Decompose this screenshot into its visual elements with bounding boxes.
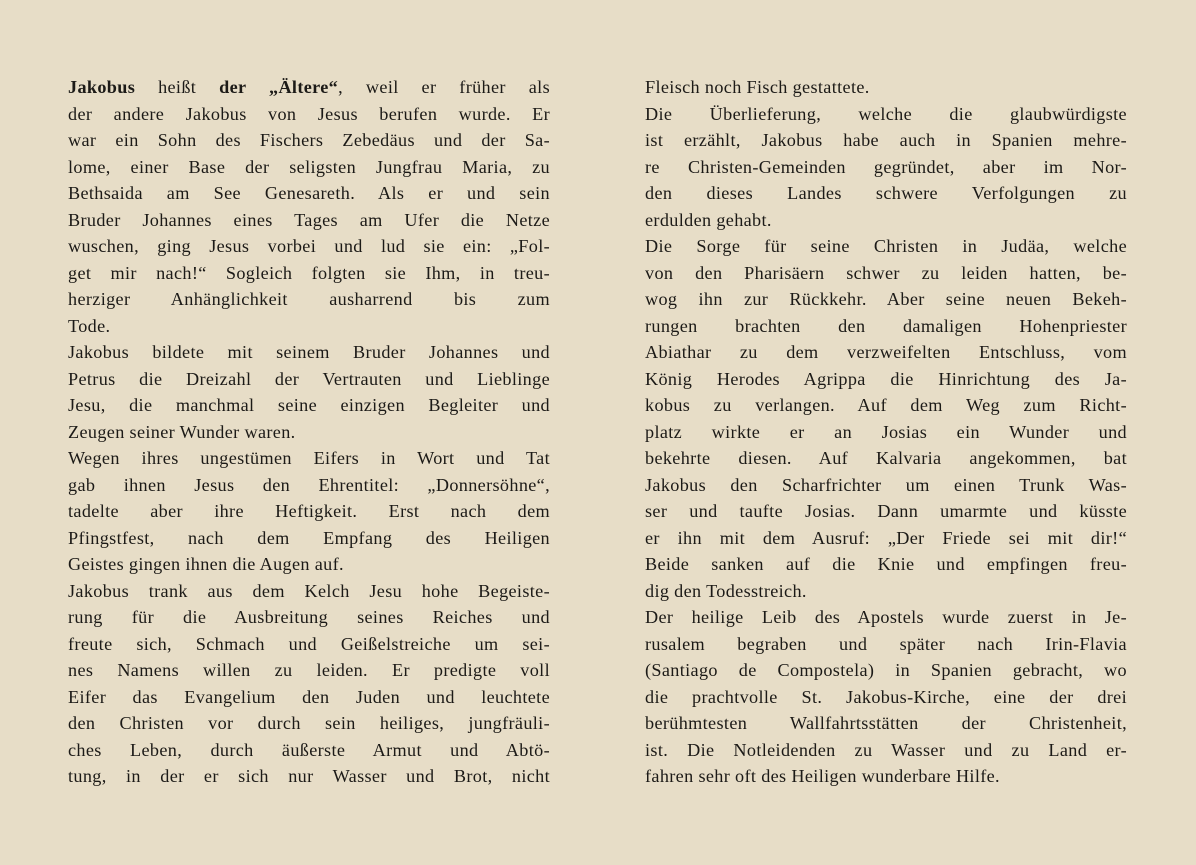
text-line — [645, 154, 1127, 181]
text-segment: rung für die Ausbreitung seines Reiches und — [68, 607, 550, 627]
text-segment: von den Pharisäern schwer zu leiden hatten, be- — [645, 262, 1127, 283]
text-line — [68, 286, 550, 313]
text-line — [68, 101, 550, 128]
text-segment: rungen brachten den damaligen Hohenpriester — [645, 315, 1127, 336]
text-line — [68, 392, 550, 419]
text-line — [645, 74, 1127, 101]
text-line — [645, 684, 1127, 711]
text-line — [645, 127, 1127, 154]
text-line — [645, 101, 1127, 128]
text-segment: get mir nach!“ Sogleich folgten sie Ihm, in treu- — [68, 262, 550, 283]
text-line — [645, 207, 1127, 234]
text-line — [68, 339, 550, 366]
text-line — [68, 260, 550, 287]
text-segment: Abiathar zu dem verzweifelten Entschluss, vom — [645, 342, 1127, 362]
text-segment: Der heilige Leib des Apostels wurde zuerst in Je- — [645, 607, 1127, 627]
text-line — [68, 710, 550, 737]
text-line — [68, 207, 550, 234]
text-segment: platz wirkte er an Josias ein Wunder und — [645, 421, 1127, 442]
text-segment: Pfingstfest, nach dem Empfang des Heiligen — [68, 527, 550, 548]
text-segment: die prachtvolle St. Jakobus-Kirche, eine der drei — [645, 686, 1127, 707]
text-line — [68, 472, 550, 499]
text-segment: Wegen ihres ungestümen Eifers in Wort und Tat — [68, 448, 550, 468]
text-line — [68, 498, 550, 525]
left-page-text-column — [68, 74, 550, 790]
text-segment: war ein Sohn des Fischers Zebedäus und der Sa- — [68, 130, 550, 150]
text-segment: Bruder Johannes eines Tages am Ufer die Netze — [68, 209, 550, 230]
text-segment: berühmtesten Wallfahrtsstätten der Christenheit, — [645, 713, 1127, 733]
text-line — [645, 366, 1127, 393]
text-segment: wuschen, ging Jesus vorbei und lud sie ein: „Fol- — [68, 236, 550, 256]
text-line — [645, 551, 1127, 578]
text-segment: Fleisch noch Fisch gestattete. — [645, 77, 870, 97]
text-segment: Eifer das Evangelium den Juden und leuchtete — [68, 686, 550, 707]
text-line — [68, 551, 550, 578]
text-segment: Beide sanken auf die Knie und empfingen freu- — [645, 554, 1127, 574]
text-segment: Die Sorge für seine Christen in Judäa, welche — [645, 236, 1127, 256]
text-segment: tung, in der er sich nur Wasser und Brot, nicht — [68, 766, 550, 786]
text-line — [68, 313, 550, 340]
text-segment: , weil er früher als — [338, 77, 550, 97]
text-line — [68, 419, 550, 446]
text-line — [645, 525, 1127, 552]
text-line — [68, 74, 550, 101]
text-line — [68, 604, 550, 631]
text-segment: nes Namens willen zu leiden. Er predigte voll — [68, 660, 550, 680]
text-segment: Jakobus bildete mit seinem Bruder Johannes und — [68, 342, 550, 362]
text-line — [645, 578, 1127, 605]
text-line — [68, 631, 550, 658]
text-line — [645, 737, 1127, 764]
text-segment: kobus zu verlangen. Auf dem Weg zum Richt- — [645, 395, 1127, 415]
text-segment: wog ihn zur Rückkehr. Aber seine neuen Bekeh- — [645, 289, 1127, 309]
text-line — [68, 127, 550, 154]
text-segment: den Christen vor durch sein heiliges, jungfräuli- — [68, 713, 550, 733]
text-line — [645, 604, 1127, 631]
text-segment: (Santiago de Compostela) in Spanien gebracht, wo — [645, 660, 1127, 680]
text-line — [68, 233, 550, 260]
text-segment: Zeugen seiner Wunder waren. — [68, 421, 296, 442]
text-segment: lome, einer Base der seligsten Jungfrau Maria, zu — [68, 156, 550, 177]
text-line — [68, 684, 550, 711]
text-line — [68, 763, 550, 790]
text-segment: re Christen-Gemeinden gegründet, aber im Nor- — [645, 156, 1127, 177]
text-segment: Die Überlieferung, welche die glaubwürdigste — [645, 103, 1127, 124]
text-line — [645, 286, 1127, 313]
text-line — [645, 498, 1127, 525]
text-line — [645, 657, 1127, 684]
text-line — [68, 180, 550, 207]
text-segment: Bethsaida am See Genesareth. Als er und sein — [68, 183, 550, 203]
text-segment: bekehrte diesen. Auf Kalvaria angekommen, bat — [645, 448, 1127, 468]
text-line — [645, 419, 1127, 446]
text-segment: er ihn mit dem Ausruf: „Der Friede sei mit dir!“ — [645, 527, 1127, 548]
text-segment: fahren sehr oft des Heiligen wunderbare Hilfe. — [645, 766, 1000, 786]
text-segment: tadelte aber ihre Heftigkeit. Erst nach dem — [68, 501, 550, 521]
text-line — [645, 339, 1127, 366]
text-line — [68, 737, 550, 764]
right-page-text-column — [645, 74, 1127, 790]
text-segment: ches Leben, durch äußerste Armut und Abtö- — [68, 739, 550, 760]
text-segment: Jakobus trank aus dem Kelch Jesu hohe Begeiste- — [68, 580, 550, 601]
text-line — [68, 657, 550, 684]
text-line — [645, 472, 1127, 499]
text-segment: König Herodes Agrippa die Hinrichtung des Ja- — [645, 368, 1127, 389]
bold-text-segment: der „Ältere“ — [219, 77, 339, 97]
text-line — [645, 260, 1127, 287]
text-line — [645, 710, 1127, 737]
text-line — [645, 631, 1127, 658]
text-line — [645, 233, 1127, 260]
text-segment: freute sich, Schmach und Geißelstreiche um sei- — [68, 633, 550, 654]
text-segment: herziger Anhänglichkeit ausharrend bis zum — [68, 289, 550, 309]
text-line — [645, 392, 1127, 419]
text-segment: der andere Jakobus von Jesus berufen wurde. Er — [68, 103, 550, 124]
text-line — [645, 313, 1127, 340]
text-line — [645, 180, 1127, 207]
text-line — [68, 366, 550, 393]
text-segment: heißt — [135, 77, 220, 97]
text-segment: ist. Die Notleidenden zu Wasser und zu Land er- — [645, 739, 1127, 760]
text-segment: ist erzählt, Jakobus habe auch in Spanien mehre- — [645, 130, 1127, 150]
text-segment: Petrus die Dreizahl der Vertrauten und Lieblinge — [68, 368, 550, 389]
text-line — [68, 525, 550, 552]
text-segment: Jesu, die manchmal seine einzigen Begleiter und — [68, 395, 550, 415]
text-line — [645, 445, 1127, 472]
text-segment: ser und taufte Josias. Dann umarmte und küsste — [645, 501, 1127, 521]
text-segment: rusalem begraben und später nach Irin-Flavia — [645, 633, 1127, 654]
text-line — [68, 578, 550, 605]
text-segment: den dieses Landes schwere Verfolgungen zu — [645, 183, 1127, 203]
text-line — [68, 154, 550, 181]
text-segment: Geistes gingen ihnen die Augen auf. — [68, 554, 344, 574]
text-segment: gab ihnen Jesus den Ehrentitel: „Donnersöhne“, — [68, 474, 550, 495]
bold-text-segment: Jakobus — [68, 77, 136, 97]
text-line — [68, 445, 550, 472]
text-segment: dig den Todesstreich. — [645, 580, 807, 601]
text-segment: Tode. — [68, 315, 111, 336]
text-segment: Jakobus den Scharfrichter um einen Trunk Was- — [645, 474, 1127, 495]
text-line — [645, 763, 1127, 790]
text-segment: erdulden gehabt. — [645, 209, 772, 230]
